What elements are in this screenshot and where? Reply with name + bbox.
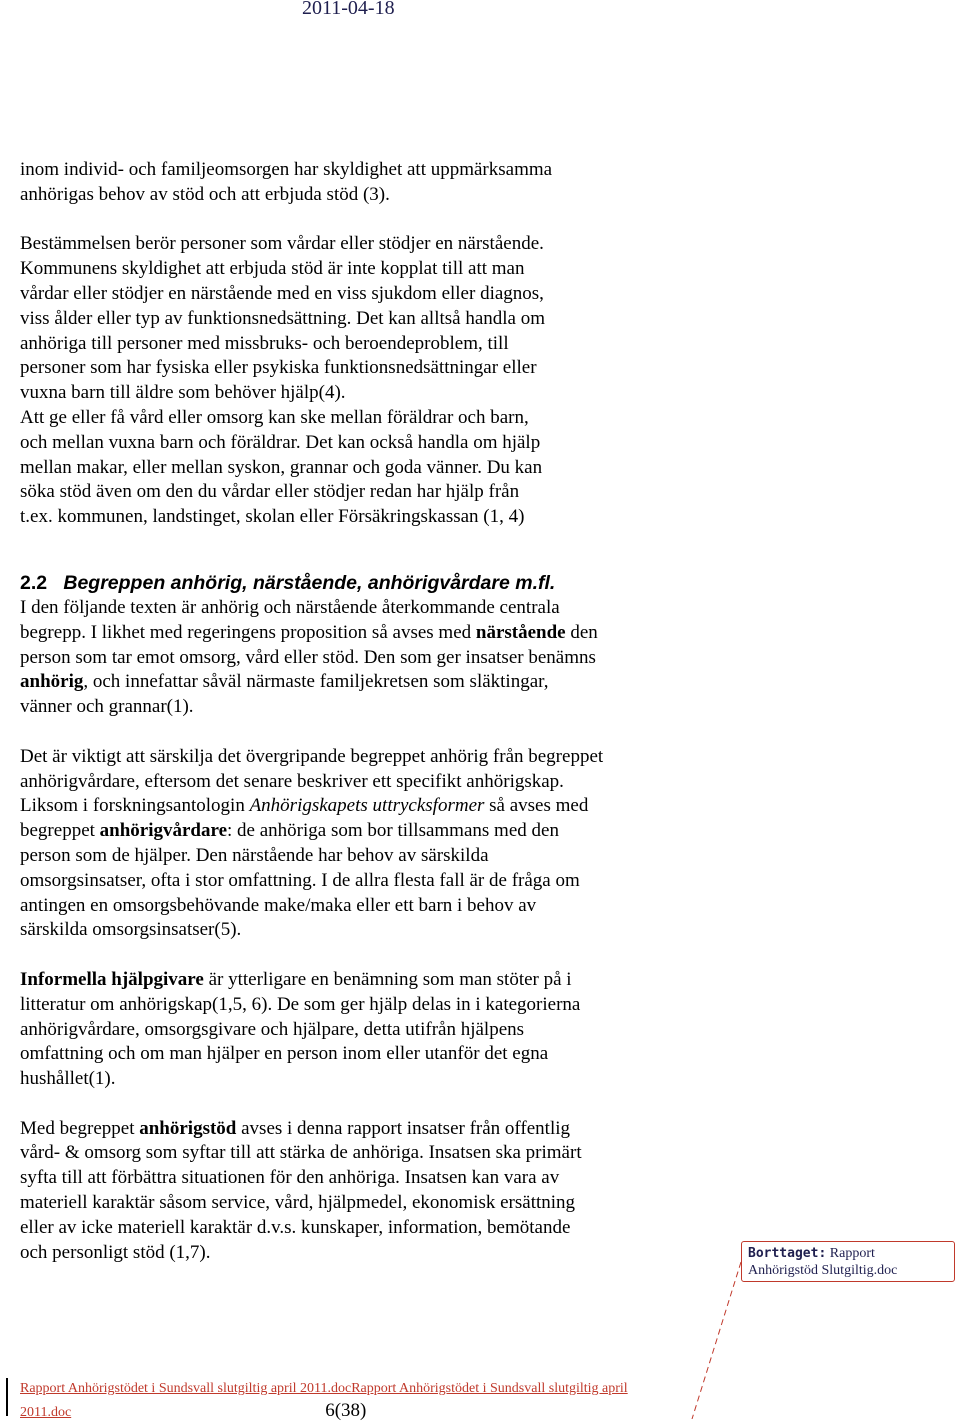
book-title-italic: Anhörigskapets uttrycksformer <box>249 795 485 817</box>
term-bold: anhörigstöd <box>139 1117 237 1139</box>
text-run: : de anhöriga som bor tillsammans med den <box>227 820 559 842</box>
page-number: 6(38) <box>325 1400 367 1421</box>
text-run: begreppet <box>20 820 100 842</box>
text-line: anhörigvårdare, omsorgsgivare och hjälpare, detta utifrån hjälpens <box>20 1018 525 1040</box>
text-run: Med begreppet <box>20 1117 140 1139</box>
text-line: materiell karaktär såsom service, vård, hjälpmedel, ekonomisk ersättning <box>20 1192 576 1214</box>
section-heading <box>20 570 720 596</box>
section-number: 2.2 <box>20 571 48 594</box>
header-date: 2011-04-18 <box>302 0 395 19</box>
text-line: omfattning och om man hjälper en person inom eller utanför det egna <box>20 1043 549 1065</box>
comment-text-2: Anhörigstöd Slutgiltig.doc <box>748 1263 898 1278</box>
comment-label: Borttaget: <box>748 1246 827 1261</box>
text-line: litteratur om anhörigskap(1,5, 6). De som ger hjälp delas in i kategorierna <box>20 993 581 1015</box>
text-run: är ytterligare en benämning som man stöter på i <box>203 968 572 990</box>
term-bold: anhörig <box>20 671 84 693</box>
text-line: vård- & omsorg som syftar till att stärka de anhöriga. Insatsen ska primärt <box>20 1142 582 1164</box>
text-line: viss ålder eller typ av funktionsnedsättning. Det kan alltså handla om <box>20 307 546 329</box>
term-bold: Informella hjälpgivare <box>20 968 204 990</box>
text-line: anhörigvårdare, eftersom det senare beskriver ett specifikt anhörigskap. <box>20 770 564 792</box>
footer-inserted-text: Rapport Anhörigstödet i Sundsvall slutgiltig april 2011.docRapport Anhörigstödet i Sundsvall slutgiltig april <box>20 1381 628 1396</box>
comment-line <box>748 1245 948 1262</box>
page-footer <box>20 1378 720 1424</box>
text-line: Kommunens skyldighet att erbjuda stöd är inte kopplat till att man <box>20 258 525 280</box>
footer-line-2 <box>20 1400 720 1424</box>
text-run: Liksom i forskningsantologin <box>20 795 250 817</box>
text-line: antingen en omsorgsbehövande make/maka eller ett barn i behov av <box>20 894 537 916</box>
text-line: vårdar eller stödjer en närstående med en viss sjukdom eller diagnos, <box>20 282 544 304</box>
text-run: den <box>565 621 598 643</box>
text-line: syfta till att förbättra situationen för den anhöriga. Insatsen kan vara av <box>20 1167 560 1189</box>
text-line: och mellan vuxna barn och föräldrar. Det kan också handla om hjälp <box>20 431 541 453</box>
term-bold: närstående <box>475 621 566 643</box>
text-line <box>20 794 720 819</box>
revision-comment-balloon[interactable] <box>741 1241 955 1282</box>
text-line: eller av icke materiell karaktär d.v.s. kunskaper, information, bemötande <box>20 1216 571 1238</box>
text-line: mellan makar, eller mellan syskon, grannar och goda vänner. Du kan <box>20 456 543 478</box>
text-line: Bestämmelsen berör personer som vårdar eller stödjer en närstående. <box>20 233 544 255</box>
text-line <box>20 670 720 695</box>
text-line: inom individ- och familjeomsorgen har skyldighet att uppmärksamma <box>20 159 553 180</box>
text-run: , och innefattar såväl närmaste familjekretsen som släktingar, <box>83 671 549 693</box>
text-line: anhöriga till personer med missbruks- och beroendeproblem, till <box>20 332 509 354</box>
text-line: personer som har fysiska eller psykiska funktionsnedsättningar eller <box>20 357 537 379</box>
text-line <box>20 621 720 646</box>
text-run: avses i denna rapport insatser från offentlig <box>236 1117 570 1139</box>
comment-text: Rapport <box>826 1246 875 1261</box>
text-line: vuxna barn till äldre som behöver hjälp(4). <box>20 382 346 404</box>
text-line: person som de hjälper. Den närstående har behov av särskilda <box>20 844 489 866</box>
section-title: Begreppen anhörig, närstående, anhörigvårdare m.fl. <box>63 571 556 594</box>
text-run: begrepp. I likhet med regeringens proposition så avses med <box>20 621 476 643</box>
text-line: omsorgsinsatser, ofta i stor omfattning. I de allra flesta fall är de fråga om <box>20 869 580 891</box>
text-line <box>20 819 720 844</box>
text-line: och personligt stöd (1,7). <box>20 1241 211 1263</box>
term-bold: anhörigvårdare <box>99 820 228 842</box>
footer-inserted-text-2: 2011.doc <box>20 1405 72 1420</box>
text-line: t.ex. kommunen, landstinget, skolan eller Försäkringskassan (1, 4) <box>20 506 525 528</box>
text-line: hushållet(1). <box>20 1068 116 1090</box>
text-line: särskilda omsorgsinsatser(5). <box>20 919 242 941</box>
text-line <box>20 1117 720 1142</box>
text-line: I den följande texten är anhörig och närstående återkommande centrala <box>20 596 560 618</box>
document-body <box>20 158 720 1265</box>
text-line <box>20 968 720 993</box>
change-bar <box>6 1378 8 1416</box>
text-run: så avses med <box>484 795 589 817</box>
text-line: Det är viktigt att särskilja det övergripande begreppet anhörig från begreppet <box>20 745 604 767</box>
text-line: söka stöd även om den du vårdar eller stödjer redan har hjälp från <box>20 481 520 503</box>
text-line: anhörigas behov av stöd och att erbjuda stöd (3). <box>20 183 390 205</box>
text-line: vänner och grannar(1). <box>20 696 194 718</box>
text-line: person som tar emot omsorg, vård eller stöd. Den som ger insatser benämns <box>20 646 596 668</box>
text-line: Att ge eller få vård eller omsorg kan ske mellan föräldrar och barn, <box>20 406 529 428</box>
